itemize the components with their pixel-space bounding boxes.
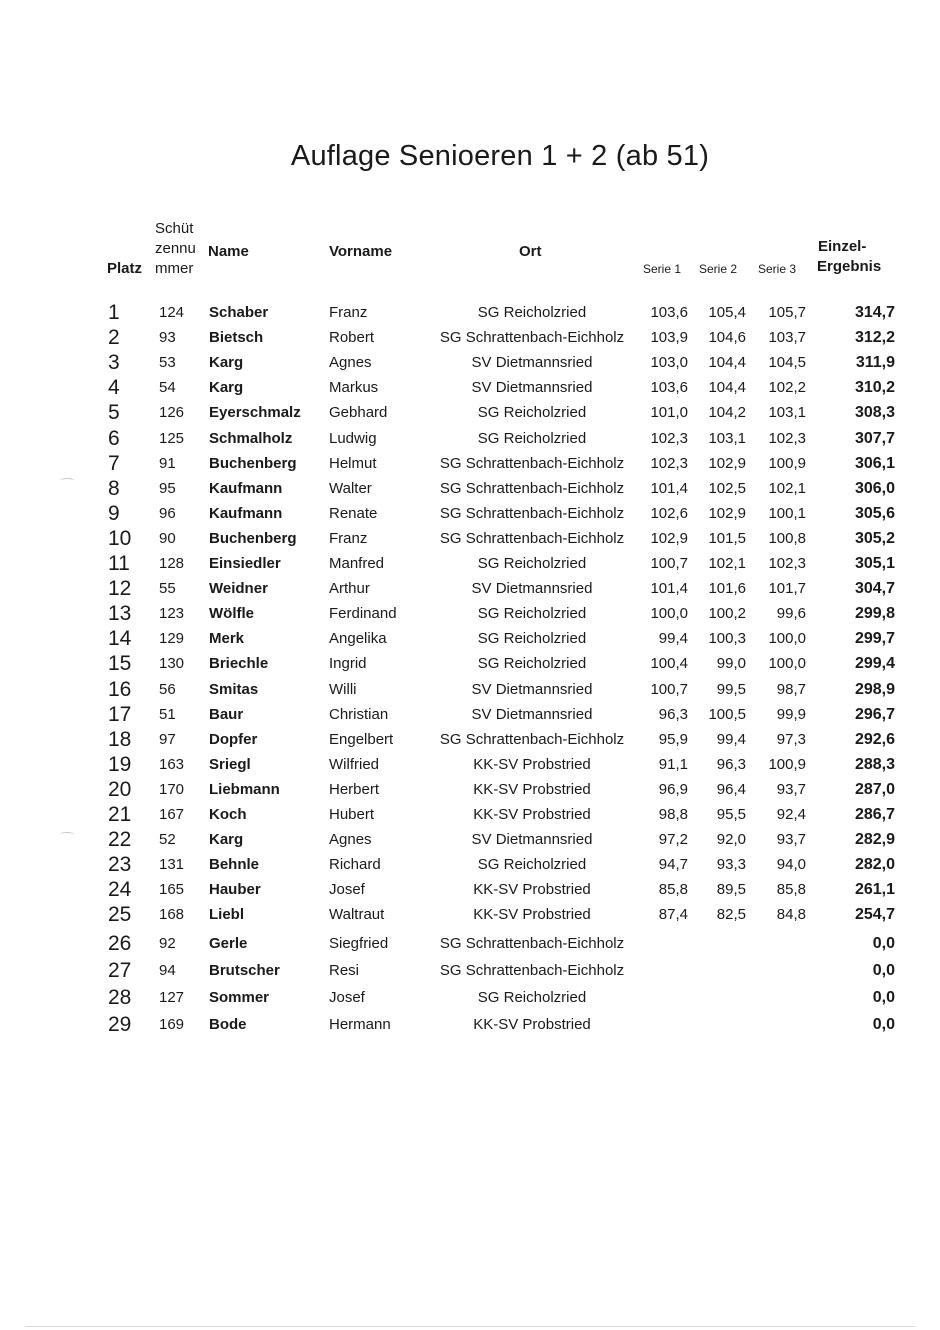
row-platz: 26 [108, 931, 132, 955]
row-vorname: Agnes [329, 831, 372, 849]
row-platz: 3 [108, 351, 120, 375]
header-ort: Ort [519, 243, 542, 260]
row-ergebnis: 298,9 [854, 680, 895, 698]
row-serie2: 101,6 [708, 580, 746, 598]
row-ergebnis: 310,2 [854, 379, 895, 397]
table-row [0, 626, 940, 651]
row-name: Liebmann [209, 780, 280, 798]
row-platz: 8 [108, 476, 120, 500]
table-row [0, 651, 940, 676]
row-vorname: Ferdinand [329, 605, 397, 623]
row-schuetzennummer: 123 [159, 605, 185, 623]
row-platz: 24 [108, 878, 132, 902]
scan-mark [60, 832, 74, 837]
table-row [0, 526, 940, 551]
row-serie2: 104,2 [708, 404, 746, 422]
row-serie2: 95,5 [716, 806, 746, 823]
row-serie1: 99,4 [658, 630, 688, 648]
row-ort: SG Schrattenbach-Eichholz [439, 454, 625, 472]
row-serie3: 100,9 [768, 755, 806, 773]
row-serie1: 102,3 [650, 429, 688, 447]
row-serie2: 104,4 [708, 354, 746, 372]
row-serie1: 103,9 [650, 329, 688, 347]
row-ergebnis: 305,2 [854, 529, 895, 547]
row-serie2: 104,6 [708, 329, 746, 347]
row-platz: 28 [108, 986, 132, 1010]
row-ergebnis: 305,6 [854, 504, 895, 522]
row-serie1: 97,2 [658, 831, 688, 849]
row-serie3: 100,1 [768, 504, 806, 522]
table-row [0, 325, 940, 350]
row-serie2: 89,5 [716, 881, 746, 899]
row-ort: SG Reicholzried [477, 630, 587, 648]
row-ort: SG Reicholzried [477, 429, 587, 447]
row-serie1: 101,4 [650, 580, 688, 598]
row-ort: SG Reicholzried [477, 605, 587, 623]
table-row [0, 451, 940, 476]
table-row [0, 931, 940, 956]
row-ergebnis: 306,0 [854, 479, 895, 497]
row-ergebnis: 254,7 [854, 906, 895, 924]
scan-mark [60, 478, 74, 483]
row-serie1: 95,9 [658, 730, 688, 748]
row-serie3: 99,9 [776, 705, 806, 723]
row-vorname: Waltraut [329, 906, 385, 924]
row-serie2: 99,5 [716, 680, 746, 698]
table-row [0, 426, 940, 451]
row-ort: SG Reicholzried [477, 989, 587, 1007]
row-platz: 11 [108, 552, 130, 575]
row-ort: SG Reicholzried [477, 304, 587, 321]
row-name: Hauber [209, 881, 261, 899]
row-vorname: Willi [329, 680, 357, 698]
row-ergebnis: 0,0 [872, 934, 895, 952]
row-serie2: 104,4 [708, 379, 746, 397]
row-serie3: 102,2 [768, 379, 806, 397]
row-schuetzennummer: 125 [159, 429, 185, 447]
row-platz: 23 [108, 853, 132, 877]
row-schuetzennummer: 90 [159, 529, 176, 547]
row-vorname: Richard [329, 856, 381, 874]
row-serie3: 105,7 [768, 304, 806, 321]
table-row [0, 752, 940, 777]
row-vorname: Walter [329, 479, 372, 497]
row-serie2: 96,3 [716, 755, 746, 773]
row-serie1: 101,4 [650, 479, 688, 497]
row-name: Schmalholz [209, 429, 293, 447]
row-vorname: Siegfried [329, 934, 389, 952]
row-schuetzennummer: 130 [159, 655, 185, 673]
row-ort: KK-SV Probstried [473, 755, 591, 773]
row-ort: SG Schrattenbach-Eichholz [439, 529, 625, 547]
row-schuetzennummer: 94 [159, 961, 176, 979]
table-row [0, 827, 940, 852]
row-name: Sommer [209, 989, 270, 1007]
row-serie1: 101,0 [650, 404, 688, 422]
row-schuetzennummer: 92 [159, 934, 176, 952]
row-vorname: Ludwig [329, 429, 377, 447]
row-name: Wölfle [209, 605, 254, 623]
table-row [0, 702, 940, 727]
row-platz: 14 [108, 627, 132, 651]
row-platz: 10 [108, 526, 132, 550]
row-serie3: 99,6 [776, 605, 806, 623]
row-serie1: 102,9 [650, 529, 688, 547]
row-ort: SG Reicholzried [477, 555, 587, 572]
row-ort: SV Dietmannsried [471, 680, 593, 698]
table-row [0, 375, 940, 400]
row-ort: SG Schrattenbach-Eichholz [439, 329, 625, 347]
row-serie3: 97,3 [776, 730, 806, 748]
row-schuetzennummer: 167 [159, 806, 185, 823]
row-schuetzennummer: 169 [159, 1016, 185, 1034]
row-name: Bietsch [209, 329, 264, 347]
table-row [0, 300, 940, 325]
table-row [0, 852, 940, 877]
row-ergebnis: 312,2 [854, 329, 895, 347]
header-name: Name [208, 243, 249, 260]
row-serie2: 103,1 [708, 429, 746, 447]
row-schuetzennummer: 54 [159, 379, 176, 397]
row-ort: SG Schrattenbach-Eichholz [439, 504, 625, 522]
table-row [0, 576, 940, 601]
table-row [0, 551, 940, 576]
row-platz: 16 [108, 677, 132, 701]
row-platz: 6 [108, 426, 120, 450]
row-vorname: Hermann [329, 1016, 391, 1034]
row-serie2: 93,3 [716, 856, 746, 874]
row-platz: 12 [108, 577, 132, 601]
row-serie1: 96,3 [658, 705, 688, 723]
table-row [0, 727, 940, 752]
row-ergebnis: 299,8 [854, 605, 895, 623]
row-serie3: 85,8 [776, 881, 806, 899]
row-schuetzennummer: 96 [159, 504, 176, 522]
row-name: Kaufmann [209, 479, 283, 497]
row-schuetzennummer: 53 [159, 354, 176, 372]
row-serie1: 102,6 [650, 504, 688, 522]
row-vorname: Renate [329, 504, 378, 522]
row-platz: 20 [108, 777, 132, 801]
page-title: Auflage Senioeren 1 + 2 (ab 51) [290, 140, 710, 172]
row-platz: 17 [108, 702, 132, 726]
row-platz: 22 [108, 828, 132, 852]
row-vorname: Gebhard [329, 404, 388, 422]
table-row [0, 350, 940, 375]
row-vorname: Manfred [329, 555, 385, 572]
row-ort: SV Dietmannsried [471, 580, 593, 598]
row-schuetzennummer: 127 [159, 989, 185, 1007]
row-serie3: 102,1 [768, 479, 806, 497]
row-schuetzennummer: 52 [159, 831, 176, 849]
row-schuetzennummer: 170 [159, 780, 185, 798]
row-ort: SV Dietmannsried [471, 379, 593, 397]
row-schuetzennummer: 51 [159, 705, 176, 723]
header-ergebnis-line2: Ergebnis [817, 258, 882, 275]
row-vorname: Robert [329, 329, 375, 347]
row-platz: 7 [108, 451, 120, 475]
row-ergebnis: 308,3 [854, 404, 895, 422]
row-serie2: 100,5 [708, 705, 746, 723]
header-platz: Platz [107, 260, 143, 277]
row-serie1: 102,3 [650, 454, 688, 472]
row-ort: KK-SV Probstried [473, 881, 591, 899]
header-ergebnis-line1: Einzel- [818, 238, 867, 255]
row-serie3: 104,5 [768, 354, 806, 372]
row-serie2: 105,4 [708, 304, 746, 321]
row-name: Karg [209, 354, 244, 372]
row-serie3: 100,0 [768, 630, 806, 648]
row-serie1: 103,0 [650, 354, 688, 372]
row-name: Gerle [209, 934, 248, 952]
table-row [0, 501, 940, 526]
row-vorname: Helmut [329, 454, 377, 472]
row-schuetzennummer: 126 [159, 404, 185, 422]
row-name: Briechle [209, 655, 269, 673]
scan-edge-line [25, 1326, 915, 1327]
row-name: Kaufmann [209, 504, 283, 522]
row-ergebnis: 261,1 [854, 881, 895, 899]
row-ergebnis: 305,1 [854, 555, 895, 572]
row-platz: 4 [108, 376, 120, 400]
row-ergebnis: 306,1 [854, 454, 895, 472]
row-vorname: Ingrid [329, 655, 367, 673]
row-ergebnis: 0,0 [872, 961, 895, 979]
row-serie1: 85,8 [658, 881, 688, 899]
row-platz: 18 [108, 727, 132, 751]
row-ort: SG Schrattenbach-Eichholz [439, 961, 625, 979]
table-row [0, 400, 940, 425]
row-schuetzennummer: 131 [159, 856, 185, 874]
row-serie2: 92,0 [716, 831, 746, 849]
row-serie3: 92,4 [776, 806, 806, 823]
row-ort: SG Schrattenbach-Eichholz [439, 934, 625, 952]
row-ort: SG Reicholzried [477, 404, 587, 422]
row-ort: SV Dietmannsried [471, 705, 593, 723]
row-vorname: Franz [329, 529, 368, 547]
row-vorname: Resi [329, 961, 360, 979]
row-serie1: 91,1 [658, 755, 688, 773]
row-vorname: Arthur [329, 580, 370, 598]
row-name: Bode [209, 1016, 247, 1034]
row-serie1: 100,4 [650, 655, 688, 673]
table-row [0, 476, 940, 501]
row-vorname: Hubert [329, 806, 375, 823]
row-schuetzennummer: 56 [159, 680, 176, 698]
row-schuetzennummer: 97 [159, 730, 176, 748]
row-platz: 15 [108, 652, 132, 676]
row-serie3: 103,1 [768, 404, 806, 422]
row-schuetzennummer: 93 [159, 329, 176, 347]
row-ort: SG Reicholzried [477, 856, 587, 874]
row-serie1: 87,4 [658, 906, 688, 924]
table-row [0, 1012, 940, 1037]
row-name: Dopfer [209, 730, 258, 748]
row-serie3: 98,7 [776, 680, 806, 698]
header-nr-line3: mmer [155, 260, 194, 277]
row-serie1: 96,9 [658, 780, 688, 798]
row-ergebnis: 0,0 [872, 1016, 895, 1034]
row-name: Buchenberg [209, 529, 297, 547]
row-serie3: 100,8 [768, 529, 806, 547]
row-vorname: Wilfried [329, 755, 380, 773]
row-platz: 13 [108, 602, 132, 626]
row-name: Karg [209, 379, 244, 397]
row-serie2: 99,0 [716, 655, 746, 673]
row-schuetzennummer: 95 [159, 479, 176, 497]
row-ergebnis: 292,6 [854, 730, 895, 748]
header-serie1: Serie 1 [643, 262, 682, 276]
row-serie3: 93,7 [776, 831, 806, 849]
row-platz: 5 [108, 401, 120, 425]
row-name: Weidner [209, 580, 268, 598]
row-schuetzennummer: 129 [159, 630, 185, 648]
row-ort: SG Reicholzried [477, 655, 587, 673]
row-schuetzennummer: 124 [159, 304, 185, 321]
row-ergebnis: 286,7 [854, 806, 895, 823]
row-ergebnis: 0,0 [872, 989, 895, 1007]
row-ort: KK-SV Probstried [473, 1016, 591, 1034]
row-serie3: 94,0 [776, 856, 806, 874]
row-name: Smitas [209, 680, 259, 698]
row-vorname: Franz [329, 304, 368, 321]
row-vorname: Herbert [329, 780, 380, 798]
row-serie3: 100,9 [768, 454, 806, 472]
row-name: Karg [209, 831, 244, 849]
header-nr-line1: Schüt [155, 220, 194, 237]
row-name: Buchenberg [209, 454, 297, 472]
row-serie1: 100,0 [650, 605, 688, 623]
row-schuetzennummer: 163 [159, 755, 185, 773]
row-serie1: 100,7 [650, 680, 688, 698]
row-vorname: Josef [329, 881, 365, 899]
row-serie3: 103,7 [768, 329, 806, 347]
row-serie2: 100,3 [708, 630, 746, 648]
header-nr-line2: zennu [155, 240, 196, 257]
row-ort: KK-SV Probstried [473, 806, 591, 823]
table-row [0, 877, 940, 902]
row-ergebnis: 299,7 [854, 630, 895, 648]
row-schuetzennummer: 168 [159, 906, 185, 924]
table-row [0, 601, 940, 626]
row-ergebnis: 299,4 [854, 655, 895, 673]
row-ort: SG Schrattenbach-Eichholz [439, 479, 625, 497]
row-serie2: 96,4 [716, 780, 746, 798]
row-vorname: Engelbert [329, 730, 394, 748]
table-row [0, 985, 940, 1010]
row-vorname: Agnes [329, 354, 372, 372]
row-ergebnis: 282,0 [854, 856, 895, 874]
table-row [0, 902, 940, 927]
header-vorname: Vorname [329, 243, 393, 260]
row-platz: 2 [108, 326, 120, 350]
row-name: Merk [209, 630, 245, 648]
row-ergebnis: 296,7 [854, 705, 895, 723]
row-name: Koch [209, 806, 247, 823]
row-ergebnis: 304,7 [854, 580, 895, 598]
table-row [0, 677, 940, 702]
row-serie2: 102,9 [708, 504, 746, 522]
row-serie1: 98,8 [658, 806, 688, 823]
row-serie3: 93,7 [776, 780, 806, 798]
header-serie2: Serie 2 [699, 262, 738, 276]
row-vorname: Josef [329, 989, 365, 1007]
row-ergebnis: 288,3 [854, 755, 895, 773]
row-ergebnis: 311,9 [855, 354, 895, 372]
row-name: Einsiedler [209, 555, 281, 572]
row-serie3: 84,8 [776, 906, 806, 924]
row-serie3: 102,3 [768, 555, 806, 572]
row-serie1: 94,7 [658, 856, 688, 874]
row-ergebnis: 287,0 [854, 780, 895, 798]
row-platz: 1 [108, 301, 120, 324]
row-ergebnis: 314,7 [854, 304, 895, 321]
row-schuetzennummer: 128 [159, 555, 185, 572]
row-platz: 19 [108, 752, 132, 776]
row-serie2: 100,2 [708, 605, 746, 623]
row-schuetzennummer: 55 [159, 580, 176, 598]
row-ort: KK-SV Probstried [473, 906, 591, 924]
table-row [0, 802, 940, 827]
row-platz: 27 [108, 958, 132, 982]
row-serie1: 103,6 [650, 379, 688, 397]
row-serie3: 102,3 [768, 429, 806, 447]
header-serie3: Serie 3 [758, 262, 797, 276]
row-ort: SG Schrattenbach-Eichholz [439, 730, 625, 748]
row-platz: 9 [108, 501, 120, 525]
row-name: Eyerschmalz [209, 404, 301, 422]
row-name: Brutscher [209, 961, 280, 979]
row-vorname: Angelika [329, 630, 387, 648]
row-serie2: 102,9 [708, 454, 746, 472]
row-name: Liebl [209, 906, 245, 924]
row-platz: 25 [108, 903, 132, 927]
row-vorname: Markus [329, 379, 379, 397]
row-name: Sriegl [209, 755, 251, 773]
row-serie2: 102,5 [708, 479, 746, 497]
table-row [0, 777, 940, 802]
row-ort: SV Dietmannsried [471, 354, 593, 372]
row-serie3: 101,7 [768, 580, 806, 598]
row-serie2: 102,1 [708, 555, 746, 572]
row-name: Baur [209, 705, 244, 723]
row-serie2: 99,4 [716, 730, 746, 748]
row-schuetzennummer: 91 [159, 454, 176, 472]
row-ergebnis: 307,7 [854, 429, 895, 447]
row-serie2: 82,5 [716, 906, 746, 924]
row-vorname: Christian [329, 705, 389, 723]
row-name: Behnle [209, 856, 260, 874]
table-row [0, 958, 940, 983]
row-platz: 29 [108, 1013, 132, 1037]
row-schuetzennummer: 165 [159, 881, 185, 899]
row-serie2: 101,5 [708, 529, 746, 547]
row-platz: 21 [108, 803, 132, 826]
row-serie1: 100,7 [650, 555, 688, 572]
row-ergebnis: 282,9 [854, 831, 895, 849]
row-ort: SV Dietmannsried [471, 831, 593, 849]
row-ort: KK-SV Probstried [473, 780, 591, 798]
row-name: Schaber [209, 304, 269, 321]
row-serie1: 103,6 [650, 304, 688, 321]
row-serie3: 100,0 [768, 655, 806, 673]
